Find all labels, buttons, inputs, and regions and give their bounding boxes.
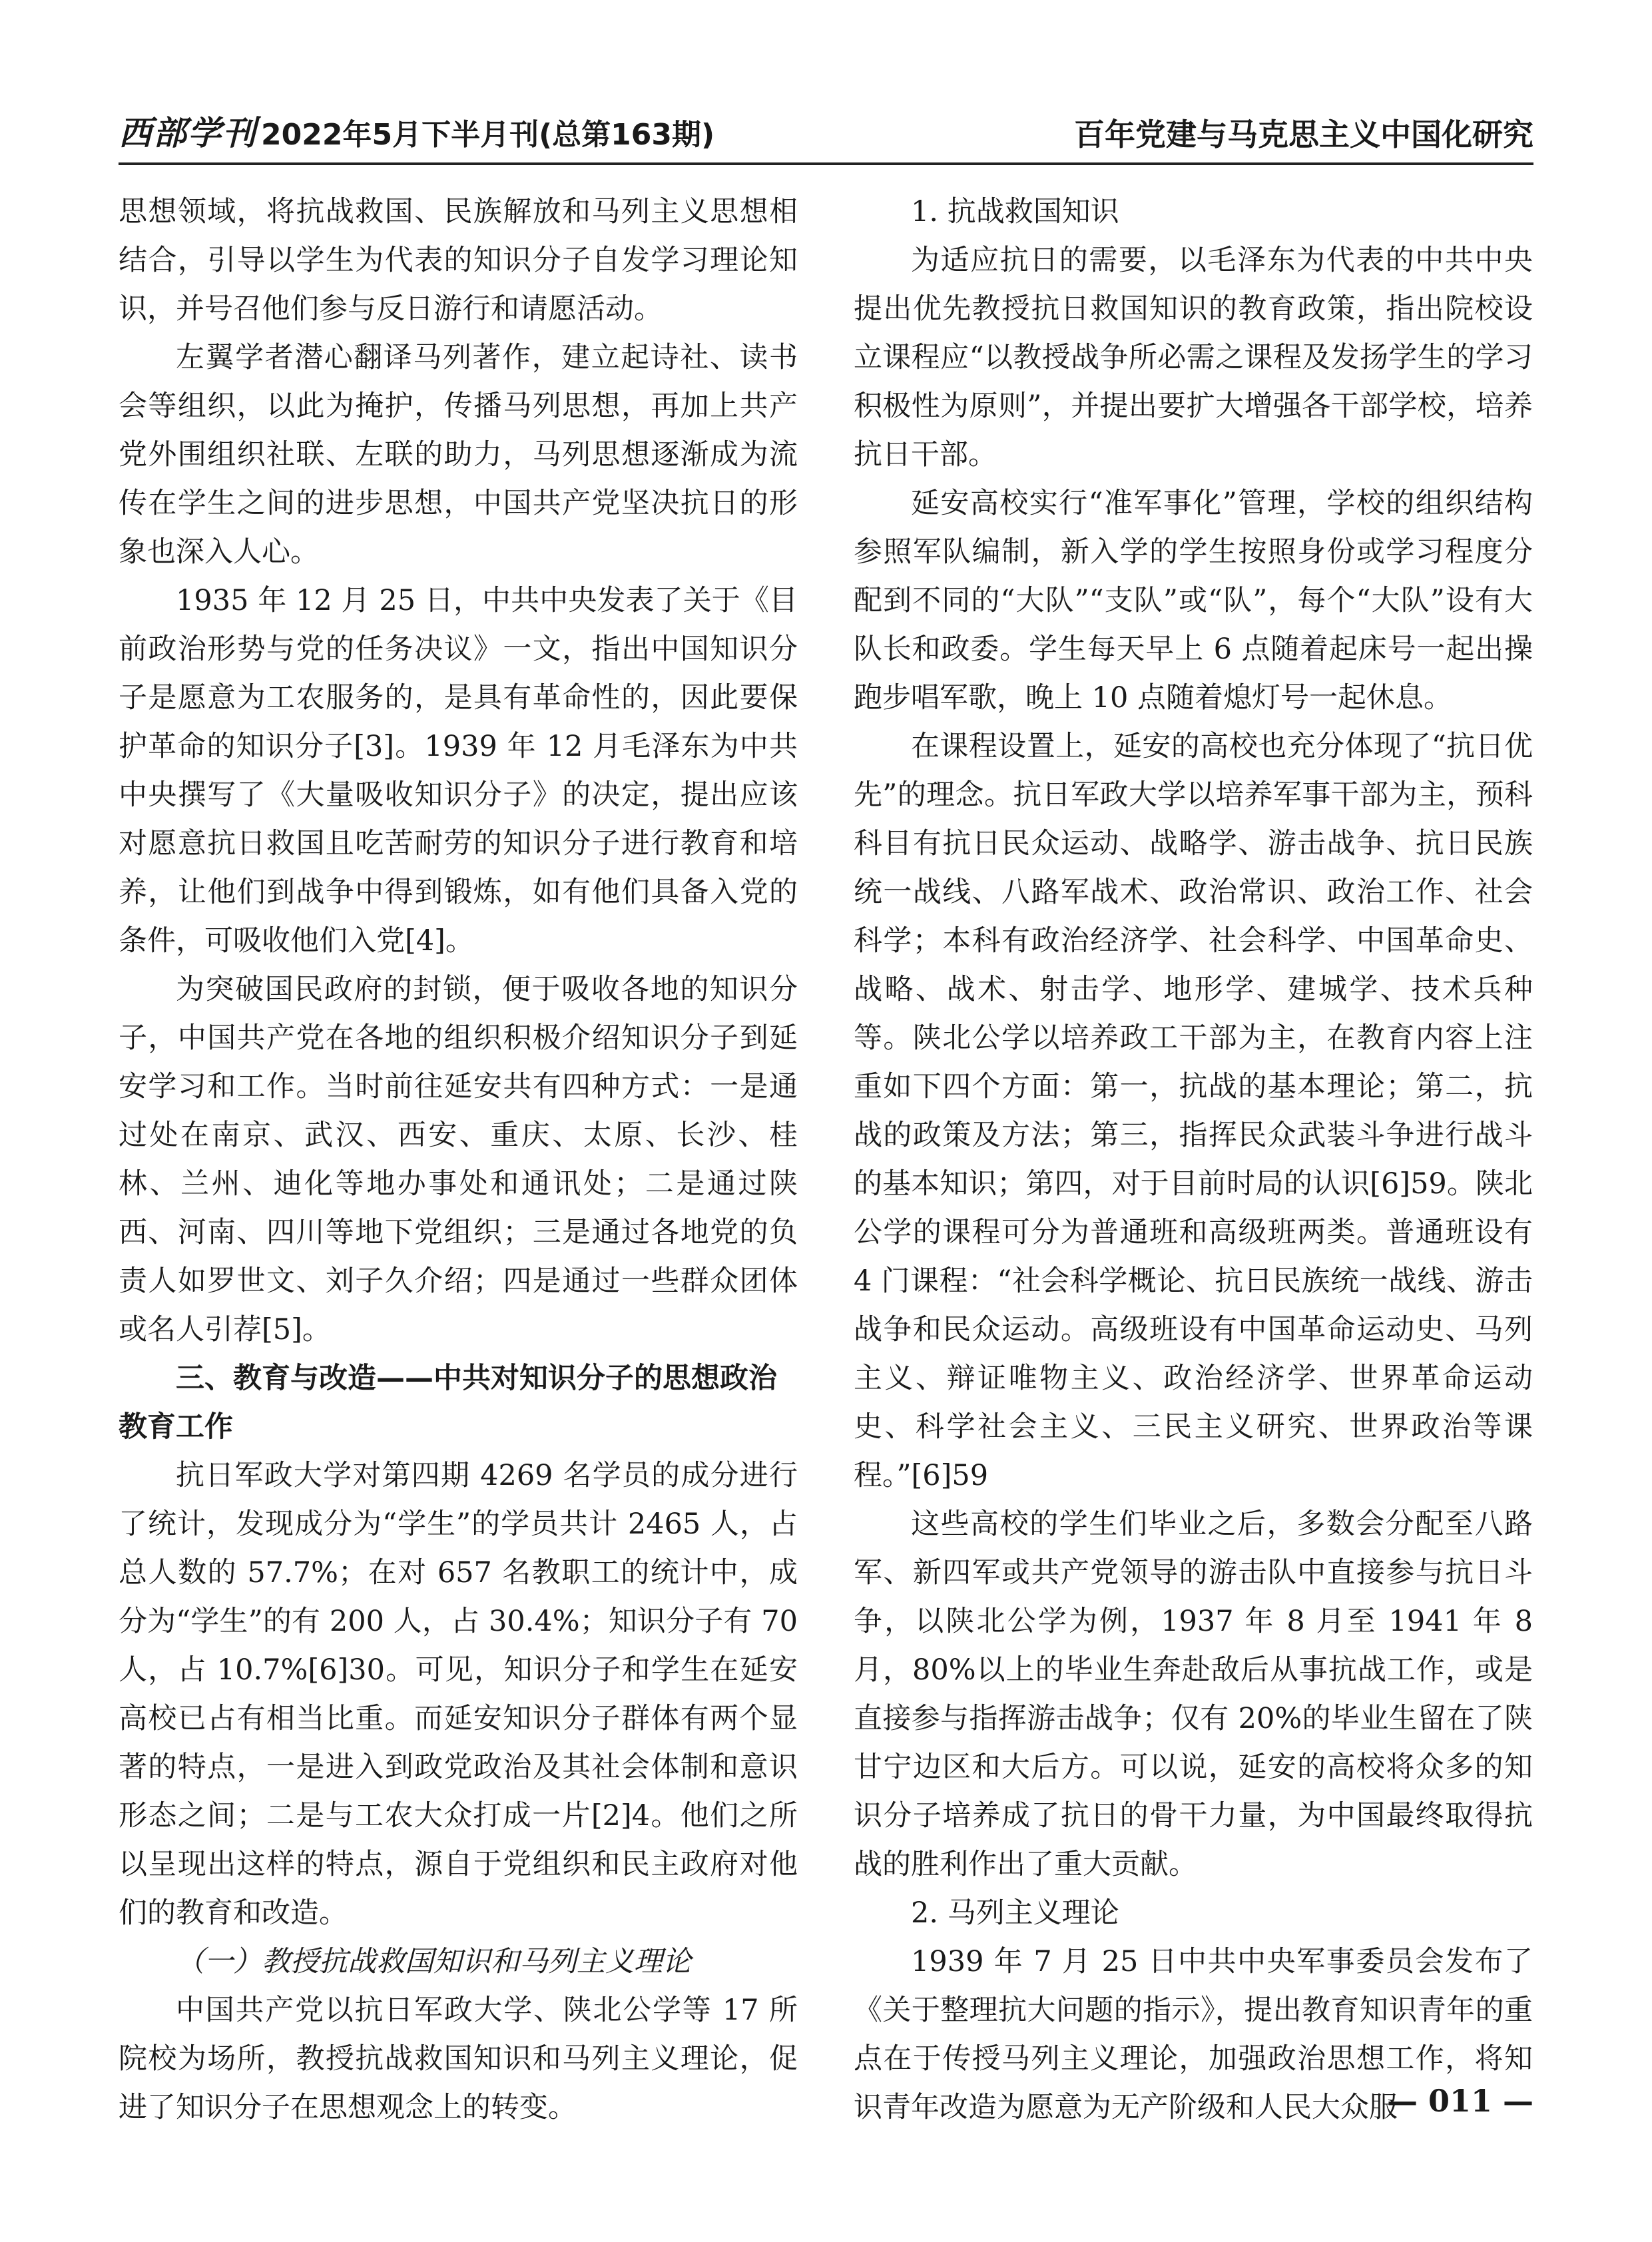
issue-info: 2022年5月下半月刊(总第163期) <box>261 118 715 152</box>
numbered-heading: 1. 抗战救国知识 <box>911 195 1119 228</box>
numbered-heading: 2. 马列主义理论 <box>911 1896 1119 1930</box>
left-column <box>119 188 798 2132</box>
right-paragraph: 在课程设置上，延安的高校也充分体现了“抗日优先”的理念。抗日军政大学以培养军事干部为主，预科科目有抗日民众运动、战略学、游击战争、抗日民族统一战线、八路军战术、政治常识、政治工作、社会科学；本科有政治经济学、社会科学、中国革命史、战略、战术、射击学、地形学、建城学、技术兵种等。陕北公学以培养政工干部为主，在教育内容上注重如下四个方面：第一，抗战的基本理论；第二，抗战的政策及方法；第三，指挥民众武装斗争进行战斗的基本知识；第四，对于目前时局的认识[6]59。陕北公学的课程可分为普通班和高级班两类。普通班设有 4 门课程：“社会科学概论、抗日民族统一战线、游击战争和民众运动。高级班设有中国革命运动史、马列主义、辩证唯物主义、政治经济学、世界革命运动史、科学社会主义、三民主义研究、世界政治等课程。”[6]59 <box>854 730 1533 1492</box>
left-paragraph: 思想领域，将抗战救国、民族解放和马列主义思想相结合，引导以学生为代表的知识分子自发学习理论知识，并号召他们参与反日游行和请愿活动。 <box>119 195 798 326</box>
journal-logo: 西部学刊 <box>119 113 257 152</box>
left-paragraph: 为突破国民政府的封锁，便于吸收各地的知识分子，中国共产党在各地的组织积极介绍知识分子到延安学习和工作。当时前往延安共有四种方式：一是通过处在南京、武汉、西安、重庆、太原、长沙、桂林、兰州、迪化等地办事处和通讯处；二是通过陕西、河南、四川等地下党组织；三是通过各地党的负责人如罗世文、刘子久介绍；四是通过一些群众团体或名人引荐[5]。 <box>119 973 798 1346</box>
right-paragraph: 为适应抗日的需要，以毛泽东为代表的中共中央提出优先教授抗日救国知识的教育政策，指出院校设立课程应“以教授战争所必需之课程及发扬学生的学习积极性为原则”，并提出要扩大增强各干部学校，培养抗日干部。 <box>854 244 1533 471</box>
left-paragraph: 抗日军政大学对第四期 4269 名学员的成分进行了统计，发现成分为“学生”的学员共计 2465 人，占总人数的 57.7%；在对 657 名教职工的统计中，成分为“学生”的有 200 人，占 30.4%；知识分子有 70 人，占 10.7%[6]30。可见，知识分子和学生在延安高校已占有相当比重。而延安知识分子群体有两个显著的特点，一是进入到政党政治及其社会体制和意识形态之间；二是与工农大众打成一片[2]4。他们之所以呈现出这样的特点，源自于党组织和民主政府对他们的教育和改造。 <box>119 1459 798 1930</box>
page-header <box>119 113 1533 160</box>
right-paragraph: 延安高校实行“准军事化”管理，学校的组织结构参照军队编制，新入学的学生按照身份或学习程度分配到不同的“大队”“支队”或“队”，每个“大队”设有大队长和政委。学生每天早上 6 点随着起床号一起出操跑步唱军歌，晚上 10 点随着熄灯号一起休息。 <box>854 487 1533 714</box>
section-title: 百年党建与马克思主义中国化研究 <box>1074 117 1533 152</box>
subsection-heading: （一）教授抗战救国知识和马列主义理论 <box>176 1945 691 1978</box>
left-paragraph: 左翼学者潜心翻译马列著作，建立起诗社、读书会等组织，以此为掩护，传播马列思想，再加上共产党外围组织社联、左联的助力，马列思想逐渐成为流传在学生之间的进步思想，中国共产党坚决抗日的形象也深入人心。 <box>119 341 798 569</box>
journal-issue-line <box>119 107 714 154</box>
left-paragraph: 1935 年 12 月 25 日，中共中央发表了关于《目前政治形势与党的任务决议》一文，指出中国知识分子是愿意为工农服务的，是具有革命性的，因此要保护革命的知识分子[3]。1939 年 12 月毛泽东为中共中央撰写了《大量吸收知识分子》的决定，提出应该对愿意抗日救国且吃苦耐劳的知识分子进行教育和培养，让他们到战争中得到锻炼，如有他们具备入党的条件，可吸收他们入党[4]。 <box>119 584 798 958</box>
left-paragraph: 中国共产党以抗日军政大学、陕北公学等 17 所院校为场所，教授抗战救国知识和马列主义理论，促进了知识分子在思想观念上的转变。 <box>119 1994 798 2124</box>
section-heading: 三、教育与改造——中共对知识分子的思想政治教育工作 <box>119 1362 777 1444</box>
header-rule <box>119 162 1533 165</box>
right-column <box>854 188 1533 2132</box>
right-paragraph: 这些高校的学生们毕业之后，多数会分配至八路军、新四军或共产党领导的游击队中直接参与抗日斗争，以陕北公学为例，1937 年 8 月至 1941 年 8 月，80%以上的毕业生奔赴敌后从事抗战工作，或是直接参与指挥游击战争；仅有 20%的毕业生留在了陕甘宁边区和大后方。可以说，延安的高校将众多的知识分子培养成了抗日的骨干力量，为中国最终取得抗战的胜利作出了重大贡献。 <box>854 1508 1533 1881</box>
page-number: — 011 — <box>1386 2083 1533 2119</box>
right-paragraph: 1939 年 7 月 25 日中共中央军事委员会发布了《关于整理抗大问题的指示》，提出教育知识青年的重点在于传授马列主义理论，加强政治思想工作，将知识青年改造为愿意为无产阶级和人民大众服 <box>854 1945 1533 2124</box>
